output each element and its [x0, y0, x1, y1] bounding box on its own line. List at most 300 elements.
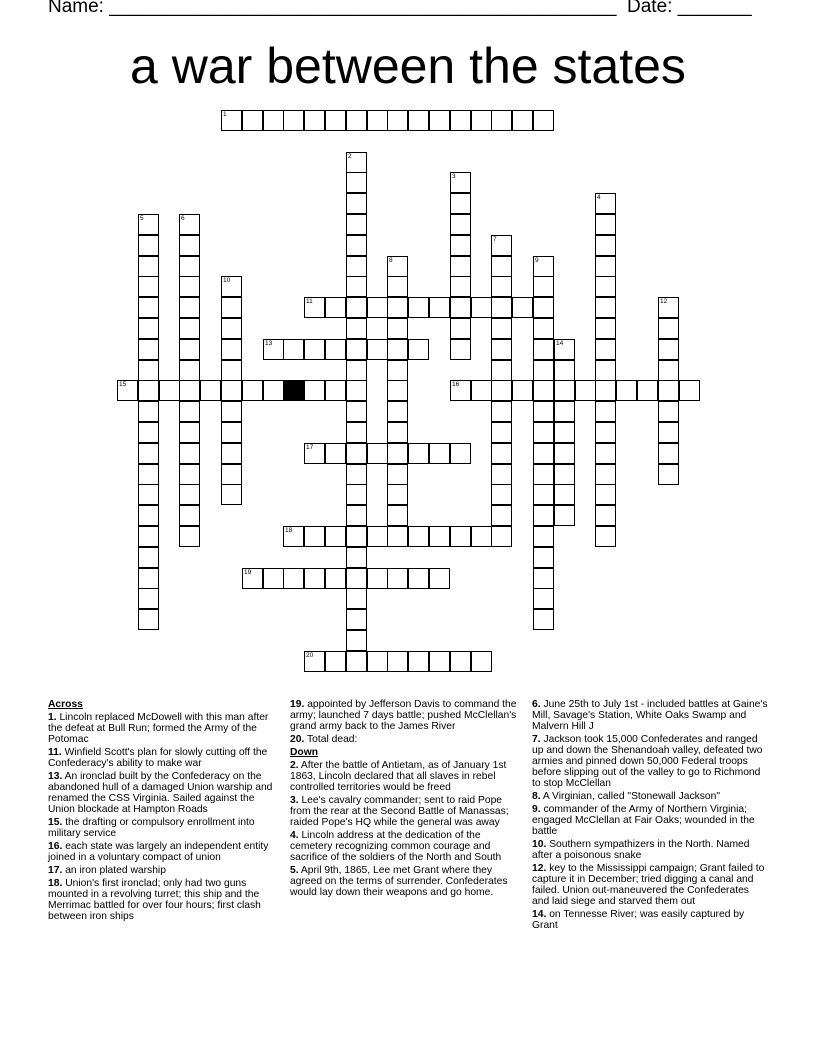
grid-cell[interactable] — [179, 360, 200, 381]
clue-item — [48, 747, 278, 769]
clue-item — [532, 734, 768, 789]
grid-cell[interactable] — [304, 297, 325, 318]
grid-cell[interactable] — [179, 484, 200, 505]
grid-cell[interactable] — [491, 422, 512, 443]
grid-cell[interactable] — [387, 568, 408, 589]
grid-cell[interactable] — [471, 380, 492, 401]
grid-cell[interactable] — [387, 339, 408, 360]
grid-cell[interactable] — [491, 464, 512, 485]
grid-cell[interactable] — [346, 422, 367, 443]
grid-cell[interactable] — [450, 235, 471, 256]
grid-cell[interactable] — [450, 110, 471, 131]
grid-cell[interactable] — [242, 380, 263, 401]
grid-cell[interactable] — [138, 235, 159, 256]
grid-cell[interactable] — [595, 256, 616, 277]
grid-cell[interactable] — [138, 588, 159, 609]
grid-cell[interactable] — [450, 276, 471, 297]
grid-cell[interactable] — [491, 235, 512, 256]
grid-cell[interactable] — [179, 256, 200, 277]
clue-item-number: 16. — [48, 841, 63, 852]
grid-cell[interactable] — [387, 526, 408, 547]
grid-cell[interactable] — [533, 464, 554, 485]
grid-cell[interactable] — [450, 651, 471, 672]
grid-cell[interactable] — [408, 651, 429, 672]
grid-cell[interactable] — [346, 172, 367, 193]
grid-cell[interactable] — [179, 526, 200, 547]
grid-cell[interactable] — [221, 339, 242, 360]
clue-item-number: 18. — [48, 878, 63, 889]
grid-cell[interactable] — [512, 297, 533, 318]
grid-cell[interactable] — [138, 464, 159, 485]
grid-cell[interactable] — [221, 443, 242, 464]
clue-item-number: 13. — [48, 771, 63, 782]
grid-cell[interactable] — [575, 380, 596, 401]
grid-cell[interactable] — [554, 505, 575, 526]
grid-cell[interactable] — [325, 380, 346, 401]
clue-number: 5 — [140, 215, 144, 222]
grid-cell[interactable] — [304, 339, 325, 360]
grid-cell[interactable] — [429, 110, 450, 131]
clue-item — [48, 771, 278, 815]
grid-cell[interactable] — [658, 464, 679, 485]
grid-cell[interactable] — [595, 318, 616, 339]
grid-cell[interactable] — [595, 193, 616, 214]
clue-number: 16 — [452, 381, 460, 388]
grid-cell[interactable] — [325, 297, 346, 318]
clue-number: 13 — [265, 340, 273, 347]
grid-cell[interactable] — [138, 256, 159, 277]
grid-cell[interactable] — [179, 401, 200, 422]
grid-cell[interactable] — [138, 276, 159, 297]
clue-number: 6 — [181, 215, 185, 222]
clue-item-text: the drafting or compulsory enrollment into military service — [48, 817, 255, 839]
grid-cell[interactable] — [221, 276, 242, 297]
grid-cell[interactable] — [346, 110, 367, 131]
grid-cell[interactable] — [346, 214, 367, 235]
grid-cell[interactable] — [491, 276, 512, 297]
grid-cell[interactable] — [346, 360, 367, 381]
grid-cell[interactable] — [346, 339, 367, 360]
grid-cell[interactable] — [283, 526, 304, 547]
grid-cell[interactable] — [346, 193, 367, 214]
date-field-label: Date: _______ — [627, 0, 752, 17]
grid-cell[interactable] — [179, 464, 200, 485]
grid-cell[interactable] — [450, 256, 471, 277]
grid-cell[interactable] — [408, 110, 429, 131]
grid-cell[interactable] — [533, 588, 554, 609]
clue-number: 7 — [493, 236, 497, 243]
grid-cell[interactable] — [221, 464, 242, 485]
grid-cell[interactable] — [325, 339, 346, 360]
grid-cell[interactable] — [263, 339, 284, 360]
grid-cell[interactable] — [533, 380, 554, 401]
grid-cell[interactable] — [595, 214, 616, 235]
grid-cell[interactable] — [325, 568, 346, 589]
grid-cell[interactable] — [595, 297, 616, 318]
grid-cell[interactable] — [221, 297, 242, 318]
grid-cell[interactable] — [471, 110, 492, 131]
grid-cell[interactable] — [450, 172, 471, 193]
grid-cell[interactable] — [533, 505, 554, 526]
grid-cell[interactable] — [263, 568, 284, 589]
grid-cell[interactable] — [138, 443, 159, 464]
grid-cell[interactable] — [325, 526, 346, 547]
grid-cell[interactable] — [533, 256, 554, 277]
grid-cell[interactable] — [450, 526, 471, 547]
grid-cell[interactable] — [595, 380, 616, 401]
clue-item — [290, 865, 522, 898]
grid-cell[interactable] — [387, 464, 408, 485]
grid-cell[interactable] — [346, 443, 367, 464]
grid-cell[interactable] — [179, 339, 200, 360]
grid-cell[interactable] — [595, 401, 616, 422]
grid-cell[interactable] — [450, 339, 471, 360]
grid-cell[interactable] — [533, 568, 554, 589]
clue-item-text: each state was largely an independent entity joined in a voluntary compact of union — [48, 841, 269, 863]
clue-number: 9 — [535, 257, 539, 264]
grid-cell[interactable] — [491, 443, 512, 464]
grid-cell[interactable] — [325, 651, 346, 672]
clue-item-text: Winfield Scott's plan for slowly cutting off the Confederacy's ability to make war — [48, 747, 268, 769]
grid-cell[interactable] — [346, 464, 367, 485]
grid-cell[interactable] — [450, 193, 471, 214]
grid-cell[interactable] — [221, 422, 242, 443]
clue-item-number: 9. — [532, 804, 541, 815]
grid-cell[interactable] — [491, 360, 512, 381]
grid-cell[interactable] — [346, 484, 367, 505]
grid-cell[interactable] — [346, 297, 367, 318]
grid-cell[interactable] — [595, 339, 616, 360]
grid-cell[interactable] — [658, 401, 679, 422]
clue-item-text: A Virginian, called "Stonewall Jackson" — [540, 791, 721, 802]
clue-item — [290, 734, 522, 745]
grid-cell[interactable] — [429, 568, 450, 589]
grid-cell[interactable] — [491, 505, 512, 526]
grid-cell[interactable] — [179, 380, 200, 401]
grid-cell[interactable] — [658, 443, 679, 464]
clue-item-number: 17. — [48, 865, 63, 876]
grid-cell[interactable] — [512, 380, 533, 401]
clue-item — [532, 699, 768, 732]
grid-cell[interactable] — [138, 318, 159, 339]
grid-cell[interactable] — [408, 297, 429, 318]
grid-cell[interactable] — [533, 318, 554, 339]
grid-cell[interactable] — [471, 526, 492, 547]
grid-cell[interactable] — [408, 568, 429, 589]
down-heading: Down — [290, 747, 319, 758]
grid-cell[interactable] — [408, 339, 429, 360]
grid-cell[interactable] — [221, 318, 242, 339]
grid-cell[interactable] — [138, 214, 159, 235]
grid-cell[interactable] — [658, 380, 679, 401]
clue-item-number: 1. — [48, 712, 57, 723]
grid-cell[interactable] — [387, 297, 408, 318]
grid-cell[interactable] — [554, 380, 575, 401]
page-title: a war between the states — [130, 38, 686, 94]
clue-item — [290, 830, 522, 863]
grid-cell[interactable] — [346, 235, 367, 256]
clue-item-number: 11. — [48, 747, 62, 758]
grid-cell[interactable] — [533, 360, 554, 381]
grid-cell[interactable] — [387, 380, 408, 401]
grid-cell[interactable] — [595, 464, 616, 485]
clue-number: 19 — [244, 569, 252, 576]
grid-cell[interactable] — [304, 110, 325, 131]
grid-cell[interactable] — [595, 484, 616, 505]
grid-cell[interactable] — [304, 380, 325, 401]
grid-cell[interactable] — [533, 110, 554, 131]
grid-cell[interactable] — [367, 443, 388, 464]
grid-cell[interactable] — [512, 110, 533, 131]
grid-cell[interactable] — [387, 276, 408, 297]
grid-cell[interactable] — [138, 609, 159, 630]
grid-cell[interactable] — [179, 276, 200, 297]
grid-cell[interactable] — [221, 380, 242, 401]
grid-cell[interactable] — [346, 152, 367, 173]
grid-cell[interactable] — [346, 318, 367, 339]
clue-item — [532, 839, 768, 861]
clue-item-text: April 9th, 1865, Lee met Grant where they agreed on the terms of surrender. Confederates would lay down their weapons and go home. — [290, 865, 508, 898]
clue-item — [532, 909, 768, 931]
clues-column-1 — [48, 699, 278, 924]
grid-cell[interactable] — [138, 401, 159, 422]
grid-cell[interactable] — [429, 526, 450, 547]
grid-cell[interactable] — [325, 110, 346, 131]
grid-cell[interactable] — [179, 422, 200, 443]
grid-cell[interactable] — [387, 484, 408, 505]
grid-cell[interactable] — [179, 318, 200, 339]
grid-cell[interactable] — [554, 422, 575, 443]
grid-cell[interactable] — [429, 443, 450, 464]
grid-cell[interactable] — [450, 380, 471, 401]
grid-cell[interactable] — [138, 568, 159, 589]
grid-cell[interactable] — [263, 110, 284, 131]
grid-cell[interactable] — [346, 630, 367, 651]
grid-cell[interactable] — [346, 547, 367, 568]
grid-cell[interactable] — [138, 422, 159, 443]
grid-cell[interactable] — [554, 443, 575, 464]
clue-item-number: 3. — [290, 795, 299, 806]
clue-item-number: 20. — [290, 734, 305, 745]
clue-item-text: Lincoln replaced McDowell with this man after the defeat at Bull Run; formed the Army of the Potomac — [48, 712, 269, 745]
clue-item-number: 15. — [48, 817, 63, 828]
grid-cell[interactable] — [533, 443, 554, 464]
grid-cell[interactable] — [387, 422, 408, 443]
grid-cell[interactable] — [387, 318, 408, 339]
clue-item-text: Lincoln address at the dedication of the cemetery recognizing common courage and sacrifice of the soldiers of the North and South — [290, 830, 502, 863]
clue-item-number: 7. — [532, 734, 541, 745]
grid-cell[interactable] — [491, 380, 512, 401]
clue-number: 3 — [452, 173, 456, 180]
grid-cell[interactable] — [179, 505, 200, 526]
grid-cell[interactable] — [491, 297, 512, 318]
grid-cell[interactable] — [138, 380, 159, 401]
grid-cell[interactable] — [221, 360, 242, 381]
grid-cell[interactable] — [387, 110, 408, 131]
clue-item — [48, 841, 278, 863]
grid-cell[interactable] — [429, 651, 450, 672]
grid-cell[interactable] — [554, 401, 575, 422]
clue-number: 8 — [389, 257, 393, 264]
clue-number: 10 — [223, 277, 231, 284]
grid-cell[interactable] — [491, 484, 512, 505]
grid-cell[interactable] — [117, 380, 138, 401]
grid-cell[interactable] — [263, 380, 284, 401]
grid-cell[interactable] — [179, 297, 200, 318]
grid-cell[interactable] — [387, 401, 408, 422]
grid-cell[interactable] — [325, 443, 346, 464]
grid-cell[interactable] — [471, 651, 492, 672]
grid-cell[interactable] — [346, 505, 367, 526]
grid-cell[interactable] — [346, 568, 367, 589]
clue-number: 2 — [348, 153, 352, 160]
grid-cell[interactable] — [450, 318, 471, 339]
grid-cell[interactable] — [533, 401, 554, 422]
grid-cell[interactable] — [179, 214, 200, 235]
grid-cell[interactable] — [387, 505, 408, 526]
grid-cell[interactable] — [138, 547, 159, 568]
grid-cell[interactable] — [138, 360, 159, 381]
grid-cell[interactable] — [533, 484, 554, 505]
grid-cell[interactable] — [491, 256, 512, 277]
grid-cell[interactable] — [616, 380, 637, 401]
clue-item — [290, 699, 522, 732]
grid-cell[interactable] — [595, 505, 616, 526]
grid-cell[interactable] — [554, 360, 575, 381]
grid-cell[interactable] — [450, 443, 471, 464]
grid-cell[interactable] — [595, 235, 616, 256]
clue-item-text: An ironclad built by the Confederacy on the abandoned hull of a damaged Union warship and renamed the CSS Virginia. Sailed against the Union blockade at Hampton Roads — [48, 771, 273, 815]
clue-item-text: key to the Mississippi campaign; Grant failed to capture it in December; tried digging a canal and failed. Union out-maneuvered the Confederates and laid siege and starved them out — [532, 863, 765, 907]
grid-cell[interactable] — [658, 339, 679, 360]
grid-cell[interactable] — [367, 526, 388, 547]
grid-cell[interactable] — [658, 297, 679, 318]
grid-cell[interactable] — [138, 526, 159, 547]
clue-item-text: Jackson took 15,000 Confederates and ranged up and down the Shenandoah valley, defeated two armies and pinned down 50,000 Federal troops before slipping out of the valley to go to Richmond to stop McClellan — [532, 734, 763, 789]
grid-cell[interactable] — [429, 297, 450, 318]
clue-number: 20 — [306, 652, 314, 659]
grid-cell[interactable] — [637, 380, 658, 401]
grid-cell[interactable] — [346, 256, 367, 277]
grid-cell[interactable] — [491, 401, 512, 422]
grid-cell[interactable] — [471, 297, 492, 318]
grid-cell[interactable] — [491, 339, 512, 360]
grid-cell[interactable] — [283, 110, 304, 131]
clue-item — [532, 804, 768, 837]
clue-number: 17 — [306, 444, 314, 451]
grid-cell[interactable] — [346, 276, 367, 297]
grid-cell[interactable] — [387, 256, 408, 277]
clue-item-text: Union's first ironclad; only had two guns mounted in a revolving turret; this ship and the Merrimac battled for over four hours; first clash between iron ships — [48, 878, 261, 922]
grid-cell[interactable] — [491, 110, 512, 131]
grid-cell[interactable] — [367, 297, 388, 318]
grid-cell[interactable] — [387, 360, 408, 381]
grid-cell[interactable] — [159, 380, 180, 401]
grid-cell[interactable] — [283, 568, 304, 589]
grid-cell[interactable] — [387, 651, 408, 672]
grid-cell[interactable] — [367, 568, 388, 589]
grid-cell[interactable] — [408, 443, 429, 464]
grid-cell[interactable] — [346, 526, 367, 547]
grid-cell[interactable] — [304, 443, 325, 464]
grid-cell[interactable] — [367, 651, 388, 672]
grid-cell[interactable] — [679, 380, 700, 401]
grid-cell[interactable] — [554, 339, 575, 360]
grid-cell[interactable] — [242, 110, 263, 131]
grid-cell[interactable] — [346, 651, 367, 672]
grid-cell[interactable] — [387, 443, 408, 464]
grid-cell[interactable] — [138, 339, 159, 360]
grid-cell[interactable] — [221, 110, 242, 131]
grid-cell[interactable] — [658, 318, 679, 339]
grid-cell[interactable] — [595, 526, 616, 547]
clue-item-text: After the battle of Antietam, as of January 1st 1863, Lincoln declared that all slaves in rebel controlled territories would be freed — [290, 760, 507, 793]
grid-cell[interactable] — [554, 464, 575, 485]
grid-cell[interactable] — [408, 526, 429, 547]
clue-number: 14 — [556, 340, 564, 347]
grid-cell[interactable] — [595, 276, 616, 297]
across-heading: Across — [48, 699, 83, 710]
grid-cell[interactable] — [554, 484, 575, 505]
grid-cell[interactable] — [491, 526, 512, 547]
grid-cell[interactable] — [200, 380, 221, 401]
grid-cell[interactable] — [491, 318, 512, 339]
grid-cell[interactable] — [533, 339, 554, 360]
grid-cell[interactable] — [346, 609, 367, 630]
grid-cell[interactable] — [304, 651, 325, 672]
grid-cell[interactable] — [179, 443, 200, 464]
grid-cell[interactable] — [304, 568, 325, 589]
clue-item-number: 12. — [532, 863, 547, 874]
grid-cell[interactable] — [658, 360, 679, 381]
grid-cell[interactable] — [283, 339, 304, 360]
clue-item-text: commander of the Army of Northern Virginia; engaged McClellan at Fair Oaks; wounded in the battle — [532, 804, 755, 837]
clue-item-text: appointed by Jefferson Davis to command the army; launched 7 days battle; pushed McClellan's grand army back to the James River — [290, 699, 517, 732]
grid-cell[interactable] — [346, 401, 367, 422]
clue-item-number: 14. — [532, 909, 547, 920]
grid-cell[interactable] — [304, 526, 325, 547]
clue-item-number: 19. — [290, 699, 305, 710]
grid-cell[interactable] — [346, 380, 367, 401]
grid-cell[interactable] — [533, 526, 554, 547]
grid-cell[interactable] — [179, 235, 200, 256]
grid-cell[interactable] — [533, 422, 554, 443]
grid-cell[interactable] — [138, 505, 159, 526]
grid-cell[interactable] — [595, 360, 616, 381]
grid-cell[interactable] — [367, 339, 388, 360]
grid-cell[interactable] — [242, 568, 263, 589]
clue-number: 1 — [223, 111, 227, 118]
grid-cell[interactable] — [533, 609, 554, 630]
grid-cell[interactable] — [533, 276, 554, 297]
grid-cell[interactable] — [138, 297, 159, 318]
grid-cell[interactable] — [450, 214, 471, 235]
clue-item — [48, 878, 278, 922]
grid-cell[interactable] — [221, 401, 242, 422]
grid-cell[interactable] — [658, 422, 679, 443]
clue-item-number: 2. — [290, 760, 299, 771]
clue-item-text: Southern sympathizers in the North. Named after a poisonous snake — [532, 839, 750, 861]
grid-cell[interactable] — [346, 588, 367, 609]
grid-cell[interactable] — [595, 443, 616, 464]
grid-cell[interactable] — [221, 484, 242, 505]
grid-cell[interactable] — [138, 484, 159, 505]
grid-cell[interactable] — [450, 297, 471, 318]
grid-cell[interactable] — [367, 110, 388, 131]
grid-cell[interactable] — [533, 297, 554, 318]
grid-cell[interactable] — [595, 422, 616, 443]
grid-cell[interactable] — [533, 547, 554, 568]
